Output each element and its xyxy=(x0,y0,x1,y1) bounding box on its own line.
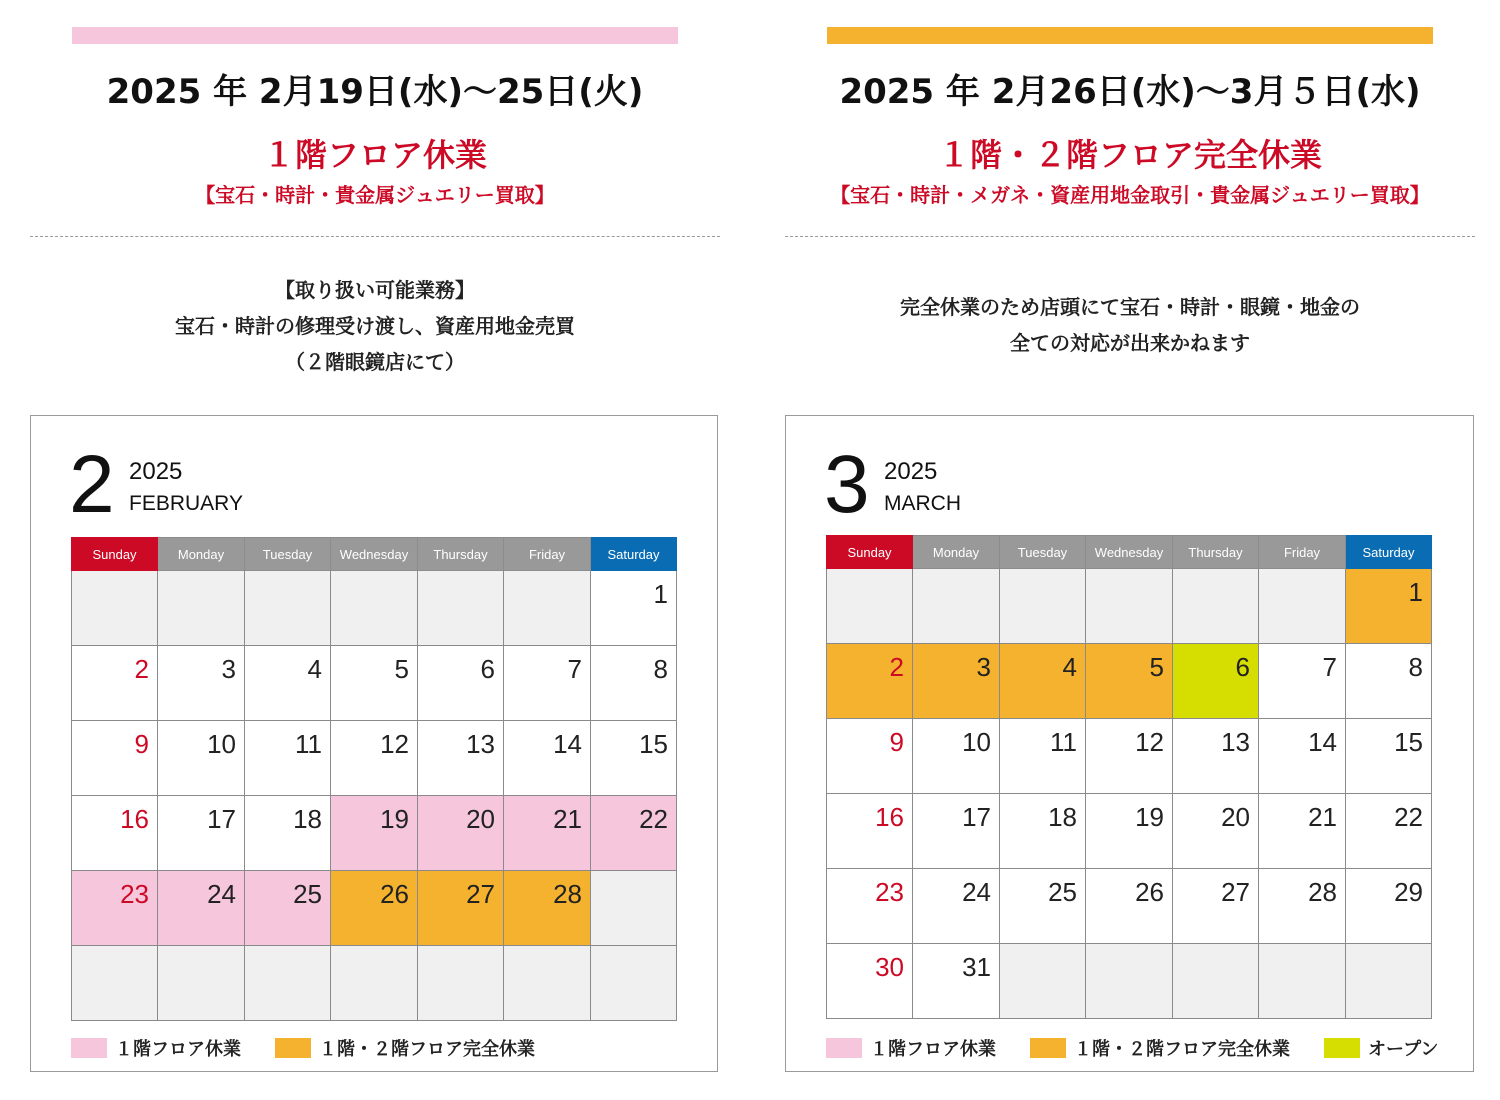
month-name: FEBRUARY xyxy=(129,492,243,515)
day-cell xyxy=(245,871,331,946)
notes-line: 全ての対応が出来かねます xyxy=(1010,331,1250,355)
day-cell xyxy=(1086,869,1173,944)
calendar-week-row xyxy=(827,644,1432,719)
day-cell xyxy=(1259,869,1346,944)
day-cell xyxy=(418,646,504,721)
day-cell xyxy=(245,721,331,796)
day-cell xyxy=(72,871,158,946)
calendar-year: 2025 xyxy=(129,458,183,485)
day-number: 9 xyxy=(134,729,149,759)
day-number: 15 xyxy=(1394,727,1423,757)
day-cell xyxy=(591,871,677,946)
day-cell xyxy=(591,721,677,796)
closure-title: １階フロア休業 xyxy=(262,136,487,174)
day-number: 26 xyxy=(1135,877,1164,907)
weekday-header-saturday: Saturday xyxy=(1346,536,1432,569)
day-number: 8 xyxy=(1408,652,1423,682)
day-cell xyxy=(331,571,418,646)
day-cell xyxy=(245,646,331,721)
day-cell xyxy=(913,794,1000,869)
legend-label: オープン xyxy=(1368,1039,1439,1060)
legend-label: １階フロア休業 xyxy=(870,1039,996,1060)
day-cell xyxy=(1346,944,1432,1019)
day-cell xyxy=(827,569,913,644)
day-cell xyxy=(72,571,158,646)
day-number: 19 xyxy=(380,804,409,834)
day-number: 5 xyxy=(1149,652,1164,682)
day-number: 18 xyxy=(1048,802,1077,832)
calendar-grid xyxy=(71,537,677,1021)
notes-line: 完全休業のため店頭にて宝石・時計・眼鏡・地金の xyxy=(900,295,1360,319)
legend-item xyxy=(826,1035,996,1061)
legend-item xyxy=(275,1035,535,1061)
day-cell xyxy=(1173,644,1259,719)
day-number: 2 xyxy=(134,654,149,684)
day-cell xyxy=(418,721,504,796)
day-cell xyxy=(1000,869,1086,944)
day-number: 16 xyxy=(120,804,149,834)
day-cell xyxy=(158,871,245,946)
calendar-week-row xyxy=(827,794,1432,869)
day-cell xyxy=(245,571,331,646)
closure-scope: 【宝石・時計・メガネ・資産用地金取引・貴金属ジュエリー買取】 xyxy=(830,183,1430,207)
date-range-title: 2025 年 2月26日(水)〜3月５日(水) xyxy=(839,72,1421,112)
legend-label: １階・２階フロア完全休業 xyxy=(1074,1039,1290,1060)
day-cell xyxy=(72,721,158,796)
day-number: 20 xyxy=(1221,802,1250,832)
day-number: 1 xyxy=(653,579,668,609)
legend-label: １階フロア休業 xyxy=(115,1039,241,1060)
day-number: 24 xyxy=(207,879,236,909)
day-cell xyxy=(72,946,158,1021)
closure-notice xyxy=(785,289,1475,361)
calendar-week-row xyxy=(72,571,677,646)
day-cell xyxy=(504,946,591,1021)
day-cell xyxy=(504,871,591,946)
day-cell xyxy=(418,571,504,646)
day-cell xyxy=(1259,794,1346,869)
month-number: 2 xyxy=(69,439,115,530)
day-number: 22 xyxy=(639,804,668,834)
day-cell xyxy=(1346,569,1432,644)
calendar-week-row xyxy=(72,946,677,1021)
day-number: 7 xyxy=(567,654,582,684)
day-number: 9 xyxy=(889,727,904,757)
calendar-week-row xyxy=(72,796,677,871)
day-number: 27 xyxy=(466,879,495,909)
day-cell xyxy=(591,646,677,721)
day-cell xyxy=(591,946,677,1021)
day-cell xyxy=(1173,719,1259,794)
day-cell xyxy=(827,944,913,1019)
day-number: 31 xyxy=(962,952,991,982)
february-closure-panel xyxy=(30,0,720,1100)
day-number: 29 xyxy=(1394,877,1423,907)
weekday-header-monday: Monday xyxy=(158,538,245,571)
day-number: 11 xyxy=(295,729,322,759)
day-number: 7 xyxy=(1322,652,1337,682)
day-number: 17 xyxy=(207,804,236,834)
day-cell xyxy=(1000,794,1086,869)
day-cell xyxy=(827,794,913,869)
day-number: 6 xyxy=(480,654,495,684)
day-number: 8 xyxy=(653,654,668,684)
calendar-grid xyxy=(826,535,1432,1019)
day-cell xyxy=(827,644,913,719)
day-cell xyxy=(504,721,591,796)
day-number: 25 xyxy=(1048,877,1077,907)
calendar-week-row xyxy=(72,871,677,946)
day-number: 6 xyxy=(1235,652,1250,682)
day-number: 13 xyxy=(466,729,495,759)
weekday-header-tuesday: Tuesday xyxy=(245,538,331,571)
day-number: 21 xyxy=(553,804,582,834)
day-cell xyxy=(1000,569,1086,644)
day-cell xyxy=(158,646,245,721)
day-number: 4 xyxy=(1062,652,1077,682)
calendar-legend xyxy=(71,1036,569,1060)
day-cell xyxy=(1173,944,1259,1019)
day-cell xyxy=(158,721,245,796)
weekday-header-wednesday: Wednesday xyxy=(1086,536,1173,569)
day-cell xyxy=(1346,794,1432,869)
legend-swatch xyxy=(826,1038,862,1058)
legend-swatch xyxy=(71,1038,107,1058)
day-number: 14 xyxy=(1308,727,1337,757)
march-closure-panel xyxy=(785,0,1475,1100)
day-cell xyxy=(1346,644,1432,719)
day-cell xyxy=(1000,944,1086,1019)
day-number: 27 xyxy=(1221,877,1250,907)
day-number: 5 xyxy=(394,654,409,684)
day-number: 10 xyxy=(207,729,236,759)
weekday-header-sunday: Sunday xyxy=(72,538,158,571)
legend-label: １階・２階フロア完全休業 xyxy=(319,1039,535,1060)
day-cell xyxy=(1259,944,1346,1019)
day-number: 20 xyxy=(466,804,495,834)
month-number: 3 xyxy=(824,439,870,530)
day-cell xyxy=(331,721,418,796)
day-number: 21 xyxy=(1308,802,1337,832)
day-cell xyxy=(331,796,418,871)
orange-accent-bar xyxy=(827,27,1433,44)
day-number: 23 xyxy=(875,877,904,907)
day-number: 23 xyxy=(120,879,149,909)
day-cell xyxy=(331,646,418,721)
day-number: 25 xyxy=(293,879,322,909)
day-cell xyxy=(331,946,418,1021)
day-cell xyxy=(158,796,245,871)
day-cell xyxy=(1000,719,1086,794)
day-number: 28 xyxy=(1308,877,1337,907)
notes-line: （２階眼鏡店にて） xyxy=(285,350,465,374)
day-cell xyxy=(591,796,677,871)
legend-item xyxy=(71,1035,241,1061)
day-cell xyxy=(1259,644,1346,719)
day-number: 15 xyxy=(639,729,668,759)
day-cell xyxy=(827,719,913,794)
day-cell xyxy=(913,869,1000,944)
pink-accent-bar xyxy=(72,27,678,44)
closure-title: １階・２階フロア完全休業 xyxy=(937,136,1322,174)
day-number: 12 xyxy=(380,729,409,759)
calendar-week-row xyxy=(827,944,1432,1019)
day-number: 26 xyxy=(380,879,409,909)
day-cell xyxy=(418,871,504,946)
day-cell xyxy=(504,646,591,721)
day-cell xyxy=(1086,644,1173,719)
legend-item xyxy=(1030,1035,1290,1061)
day-cell xyxy=(913,644,1000,719)
day-cell xyxy=(245,796,331,871)
day-cell xyxy=(158,571,245,646)
day-cell xyxy=(913,719,1000,794)
day-cell xyxy=(827,869,913,944)
day-cell xyxy=(72,646,158,721)
day-number: 16 xyxy=(875,802,904,832)
day-cell xyxy=(158,946,245,1021)
day-cell xyxy=(1259,569,1346,644)
dashed-divider xyxy=(30,236,720,237)
legend-item xyxy=(1324,1035,1438,1061)
day-number: 19 xyxy=(1135,802,1164,832)
day-cell xyxy=(591,571,677,646)
day-number: 18 xyxy=(293,804,322,834)
day-number: 10 xyxy=(962,727,991,757)
day-cell xyxy=(1346,719,1432,794)
weekday-header-saturday: Saturday xyxy=(591,538,677,571)
month-name: MARCH xyxy=(884,492,961,515)
weekday-header-thursday: Thursday xyxy=(418,538,504,571)
day-number: 3 xyxy=(976,652,991,682)
day-cell xyxy=(1086,794,1173,869)
calendar-week-row xyxy=(72,721,677,796)
weekday-header-wednesday: Wednesday xyxy=(331,538,418,571)
day-number: 2 xyxy=(889,652,904,682)
day-cell xyxy=(72,796,158,871)
day-cell xyxy=(504,571,591,646)
notes-line: 【取り扱い可能業務】 xyxy=(275,278,475,302)
weekday-header-friday: Friday xyxy=(1259,536,1346,569)
day-cell xyxy=(418,796,504,871)
legend-swatch xyxy=(1030,1038,1066,1058)
day-cell xyxy=(1086,719,1173,794)
calendar-week-row xyxy=(827,869,1432,944)
available-services-notes xyxy=(30,272,720,380)
weekday-header-monday: Monday xyxy=(913,536,1000,569)
notes-line: 宝石・時計の修理受け渡し、資産用地金売買 xyxy=(175,314,575,338)
day-cell xyxy=(1173,869,1259,944)
day-number: 1 xyxy=(1408,577,1423,607)
day-cell xyxy=(331,871,418,946)
day-number: 11 xyxy=(1050,727,1077,757)
march-calendar xyxy=(785,415,1474,1072)
day-number: 28 xyxy=(553,879,582,909)
calendar-week-row xyxy=(827,719,1432,794)
calendar-legend xyxy=(826,1036,1472,1060)
day-cell xyxy=(1173,794,1259,869)
february-calendar xyxy=(30,415,718,1072)
legend-swatch xyxy=(275,1038,311,1058)
day-cell xyxy=(1173,569,1259,644)
day-number: 17 xyxy=(962,802,991,832)
day-cell xyxy=(1086,569,1173,644)
day-cell xyxy=(1259,719,1346,794)
day-cell xyxy=(1346,869,1432,944)
day-cell xyxy=(1000,644,1086,719)
day-cell xyxy=(1086,944,1173,1019)
calendar-week-row xyxy=(72,646,677,721)
day-cell xyxy=(913,569,1000,644)
day-number: 24 xyxy=(962,877,991,907)
weekday-header-tuesday: Tuesday xyxy=(1000,536,1086,569)
day-cell xyxy=(418,946,504,1021)
closure-scope: 【宝石・時計・貴金属ジュエリー買取】 xyxy=(195,183,555,207)
date-range-title: 2025 年 2月19日(水)〜25日(火) xyxy=(106,72,644,112)
day-number: 12 xyxy=(1135,727,1164,757)
day-number: 22 xyxy=(1394,802,1423,832)
day-number: 13 xyxy=(1221,727,1250,757)
dashed-divider xyxy=(785,236,1475,237)
day-cell xyxy=(913,944,1000,1019)
calendar-week-row xyxy=(827,569,1432,644)
day-number: 4 xyxy=(307,654,322,684)
calendar-year: 2025 xyxy=(884,458,938,485)
legend-swatch xyxy=(1324,1038,1360,1058)
weekday-header-sunday: Sunday xyxy=(827,536,913,569)
day-cell xyxy=(245,946,331,1021)
day-number: 14 xyxy=(553,729,582,759)
weekday-header-friday: Friday xyxy=(504,538,591,571)
day-number: 3 xyxy=(221,654,236,684)
day-cell xyxy=(504,796,591,871)
weekday-header-thursday: Thursday xyxy=(1173,536,1259,569)
day-number: 30 xyxy=(875,952,904,982)
